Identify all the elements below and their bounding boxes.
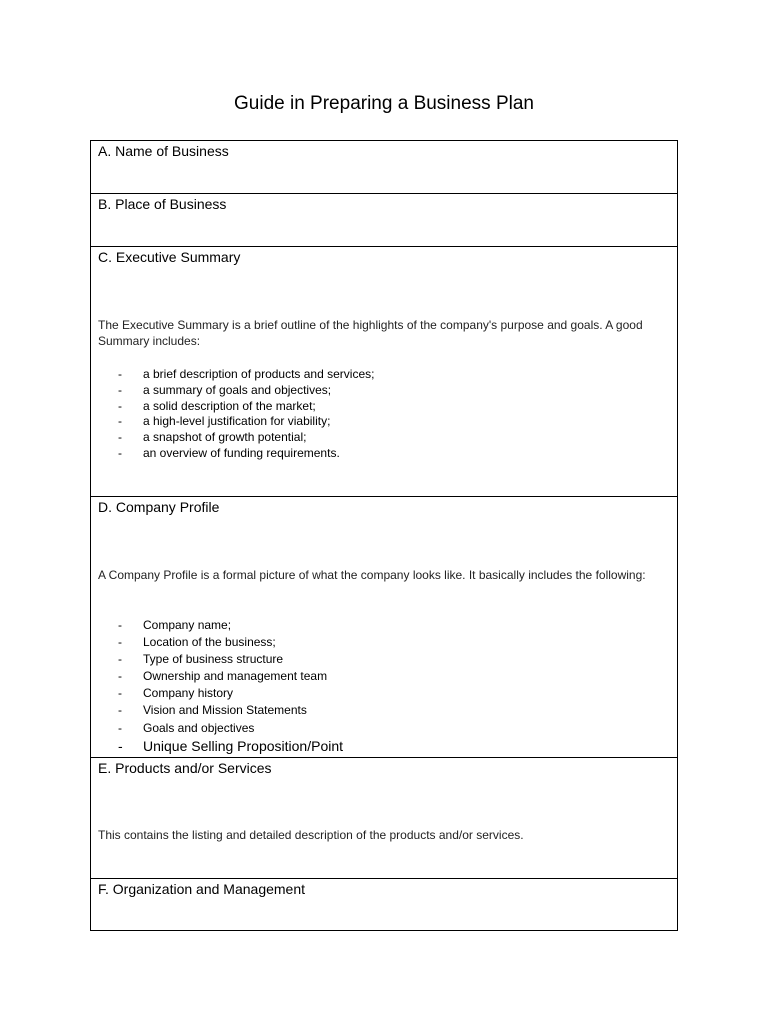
list-item-text: Company history	[143, 686, 234, 701]
section-place-of-business	[91, 194, 677, 247]
list-item	[118, 634, 343, 651]
list-item	[118, 617, 343, 634]
section-company-profile	[91, 497, 677, 758]
list-item	[118, 720, 343, 737]
dash-marker: -	[118, 669, 122, 684]
list-item	[118, 367, 374, 383]
section-products-services	[91, 758, 677, 879]
list-item-text: Ownership and management team	[143, 669, 328, 684]
dash-marker: -	[118, 703, 122, 718]
list-item-text: Vision and Mission Statements	[143, 703, 307, 718]
list-item	[118, 685, 343, 702]
bullet-list	[118, 367, 374, 462]
list-item	[118, 414, 374, 430]
dash-marker: -	[118, 652, 122, 667]
list-item-text: Type of business structure	[143, 652, 284, 667]
list-item	[118, 383, 374, 399]
dash-marker: -	[118, 445, 122, 460]
list-item-text: Goals and objectives	[143, 720, 255, 735]
business-plan-table	[90, 140, 678, 931]
section-description: This contains the listing and detailed description of the products and/or services.	[98, 828, 524, 842]
dash-marker: -	[118, 367, 122, 381]
list-item-text: a snapshot of growth potential;	[143, 430, 307, 445]
list-item-text: Company name;	[143, 618, 232, 632]
dash-marker: -	[118, 737, 123, 754]
section-organization-management	[91, 879, 677, 930]
list-item	[118, 737, 343, 755]
section-heading: D. Company Profile	[98, 499, 220, 515]
page-title: Guide in Preparing a Business Plan	[234, 93, 534, 114]
dash-marker: -	[118, 686, 122, 701]
list-item-text: a high-level justification for viability;	[143, 414, 331, 429]
list-item	[118, 651, 343, 668]
bullet-list	[118, 617, 343, 755]
section-heading: A. Name of Business	[98, 143, 229, 159]
list-item-text: a summary of goals and objectives;	[143, 382, 332, 397]
list-item-text: Unique Selling Proposition/Point	[143, 737, 344, 754]
list-item	[118, 702, 343, 719]
list-item-text: an overview of funding requirements.	[143, 445, 340, 460]
dash-marker: -	[118, 618, 122, 632]
section-heading: B. Place of Business	[98, 196, 227, 212]
section-heading: C. Executive Summary	[98, 249, 241, 265]
section-heading: F. Organization and Management	[98, 881, 306, 897]
list-item	[118, 668, 343, 685]
list-item-text: a solid description of the market;	[143, 398, 316, 413]
list-item	[118, 399, 374, 415]
list-item-text: Location of the business;	[143, 635, 276, 650]
section-heading: E. Products and/or Services	[98, 760, 272, 776]
section-description: The Executive Summary is a brief outline of the highlights of the company's purpose and goals. A good Summary includes:	[98, 318, 643, 348]
dash-marker: -	[118, 635, 122, 650]
dash-marker: -	[118, 430, 122, 445]
list-item	[118, 446, 374, 462]
list-item-text: a brief description of products and services;	[143, 367, 375, 381]
section-name-of-business	[91, 141, 677, 194]
dash-marker: -	[118, 414, 122, 429]
list-item	[118, 430, 374, 446]
dash-marker: -	[118, 398, 122, 413]
dash-marker: -	[118, 720, 122, 735]
section-executive-summary	[91, 247, 677, 497]
dash-marker: -	[118, 382, 122, 397]
section-description: A Company Profile is a formal picture of what the company looks like. It basically includes the following:	[98, 568, 646, 582]
